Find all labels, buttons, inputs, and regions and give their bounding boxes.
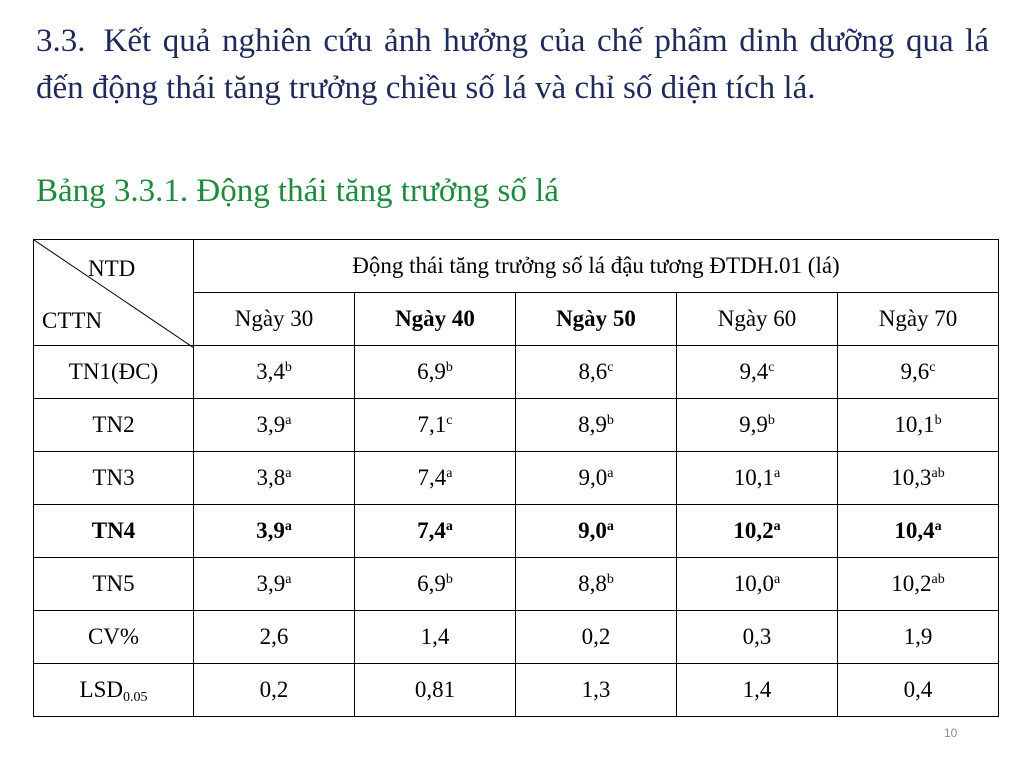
cell-value: 9,0	[578, 518, 607, 543]
row-label: TN1(ĐC)	[34, 346, 194, 399]
leaf-growth-table	[33, 239, 999, 717]
cell-value: 10,3	[891, 465, 932, 490]
table-body	[34, 346, 999, 611]
significance-letter: c	[929, 360, 936, 375]
table-cell: 0,4	[838, 664, 999, 717]
significance-letter: a	[606, 519, 614, 534]
significance-letter: a	[774, 466, 781, 481]
table-cell: 0,3	[677, 611, 838, 664]
row-label: TN3	[34, 452, 194, 505]
significance-letter: ab	[931, 572, 945, 587]
row-label: TN4	[34, 505, 194, 558]
significance-letter: b	[606, 572, 614, 587]
table-cell: 0,81	[355, 664, 516, 717]
table-cell	[516, 346, 677, 399]
cv-row	[34, 611, 999, 664]
table-cell	[677, 346, 838, 399]
table-cell: 2,6	[194, 611, 355, 664]
table-cell	[194, 505, 355, 558]
group-header: Động thái tăng trưởng số lá đậu tương ĐTDH.01 (lá)	[194, 240, 999, 293]
table-cell	[194, 558, 355, 611]
significance-letter: b	[445, 360, 453, 375]
table-cell: 1,4	[355, 611, 516, 664]
table-cell: 1,4	[677, 664, 838, 717]
table-cell	[355, 399, 516, 452]
column-header: Ngày 50	[516, 293, 677, 346]
page-number: 10	[944, 726, 958, 740]
table-cell	[516, 399, 677, 452]
table-cell	[838, 399, 999, 452]
significance-letter: c	[607, 360, 614, 375]
significance-letter: a	[285, 466, 292, 481]
table-cell	[355, 558, 516, 611]
significance-letter: a	[284, 519, 292, 534]
table-cell	[194, 452, 355, 505]
table-cell	[677, 452, 838, 505]
cell-value: 3,9	[256, 518, 285, 543]
cell-value: 7,1	[417, 412, 447, 437]
significance-letter: c	[446, 413, 453, 428]
significance-letter: a	[607, 466, 614, 481]
significance-letter: a	[774, 572, 781, 587]
table-cell	[194, 346, 355, 399]
cell-value: 3,4	[256, 359, 285, 384]
row-label: CV%	[34, 611, 194, 664]
table-corner-cell	[34, 240, 194, 346]
column-header: Ngày 40	[355, 293, 516, 346]
section-heading	[36, 18, 989, 112]
table-cell	[677, 505, 838, 558]
row-label: TN5	[34, 558, 194, 611]
cell-value: 9,6	[900, 359, 930, 384]
row-label: TN2	[34, 399, 194, 452]
cell-value: 10,1	[894, 412, 935, 437]
table-cell	[516, 505, 677, 558]
significance-letter: b	[284, 360, 292, 375]
table-cell	[516, 558, 677, 611]
table-row	[34, 399, 999, 452]
cell-value: 8,8	[578, 571, 607, 596]
table-row	[34, 505, 999, 558]
table-cell	[677, 558, 838, 611]
table-cell: 0,2	[194, 664, 355, 717]
cell-value: 8,9	[578, 412, 607, 437]
table-row	[34, 558, 999, 611]
cell-value: 6,9	[417, 571, 446, 596]
cell-value: 9,9	[739, 412, 768, 437]
lsd-subscript: 0.05	[122, 690, 148, 705]
cell-value: 3,9	[256, 412, 286, 437]
significance-letter: a	[446, 466, 453, 481]
significance-letter: c	[768, 360, 775, 375]
table-title: Bảng 3.3.1. Động thái tăng trưởng số lá	[36, 173, 559, 209]
cell-value: 10,2	[891, 571, 932, 596]
table-row	[34, 452, 999, 505]
cell-value: 9,4	[739, 359, 769, 384]
cell-value: 8,6	[578, 359, 608, 384]
section-number: 3.3.	[36, 23, 86, 59]
table-cell	[355, 452, 516, 505]
cell-value: 10,1	[733, 465, 775, 490]
significance-letter: a	[285, 413, 292, 428]
table-row	[34, 346, 999, 399]
cell-value: 9,0	[578, 465, 608, 490]
table-cell	[838, 505, 999, 558]
table-cell	[516, 452, 677, 505]
column-header: Ngày 70	[838, 293, 999, 346]
section-heading-text: Kết quả nghiên cứu ảnh hưởng của chế phẩm dinh dưỡng qua lá đến động thái tăng trưởng chiều số lá và chỉ số diện tích lá.	[36, 23, 989, 106]
lsd-label: LSD	[79, 677, 123, 702]
significance-letter: ab	[931, 466, 945, 481]
significance-letter: a	[285, 572, 292, 587]
table-cell: 1,9	[838, 611, 999, 664]
column-header: Ngày 30	[194, 293, 355, 346]
significance-letter: b	[934, 413, 942, 428]
significance-letter: b	[606, 413, 614, 428]
table-cell	[355, 505, 516, 558]
table-cell	[194, 399, 355, 452]
corner-label-cttn: CTTN	[42, 308, 103, 333]
significance-letter: a	[445, 519, 453, 534]
significance-letter: b	[445, 572, 453, 587]
table-cell	[838, 558, 999, 611]
table-cell	[677, 399, 838, 452]
cell-value: 7,4	[417, 518, 446, 543]
row-label	[34, 664, 194, 717]
cell-value: 6,9	[417, 359, 446, 384]
table-cell: 0,2	[516, 611, 677, 664]
cell-value: 3,9	[256, 571, 286, 596]
cell-value: 7,4	[417, 465, 447, 490]
cell-value: 10,4	[894, 518, 935, 543]
significance-letter: a	[934, 519, 942, 534]
significance-letter: b	[767, 413, 775, 428]
table-cell	[838, 346, 999, 399]
lsd-row	[34, 664, 999, 717]
cell-value: 10,2	[733, 518, 774, 543]
significance-letter: a	[773, 519, 781, 534]
table-cell: 1,3	[516, 664, 677, 717]
corner-label-ntd: NTD	[88, 256, 136, 281]
cell-value: 10,0	[733, 571, 775, 596]
column-header: Ngày 60	[677, 293, 838, 346]
table-cell	[838, 452, 999, 505]
cell-value: 3,8	[256, 465, 286, 490]
table-cell	[355, 346, 516, 399]
